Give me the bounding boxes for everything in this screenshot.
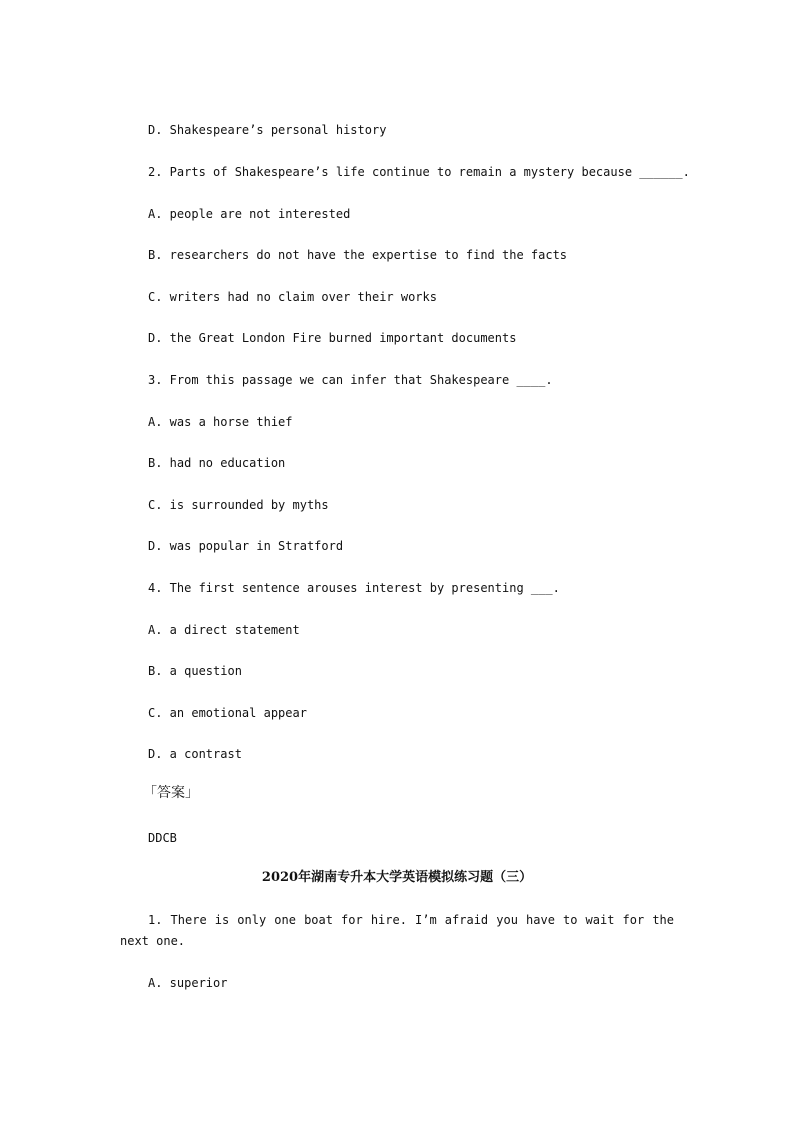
q4-option-a: A. a direct statement	[148, 623, 300, 637]
section-title: 2020年湖南专升本大学英语模拟练习题（三）	[261, 870, 533, 885]
q2-option-d: D. the Great London Fire burned important documents	[148, 331, 517, 345]
q3-option-d: D. was popular in Stratford	[148, 539, 344, 553]
answer-value: DDCB	[148, 831, 177, 845]
q3-stem: 3. From this passage we can infer that Shakespeare ____.	[148, 373, 553, 387]
q4-option-c: C. an emotional appear	[148, 706, 307, 720]
answer-label: 「答案」	[143, 785, 199, 801]
s2-q1-stem: 1. There is only one boat for hire. I’m afraid you have to wait for the next one.	[120, 913, 674, 948]
q3-option-c: C. is surrounded by myths	[148, 498, 329, 512]
s2-q1-option-a: A. superior	[148, 976, 228, 990]
q2-option-a: A. people are not interested	[148, 207, 351, 221]
q3-option-b: B. had no education	[148, 456, 286, 470]
q2-stem: 2. Parts of Shakespeare’s life continue to remain a mystery because ______.	[148, 165, 690, 179]
q3-option-a: A. was a horse thief	[148, 415, 293, 429]
q2-option-c: C. writers had no claim over their works	[148, 290, 437, 304]
q4-option-d: D. a contrast	[148, 747, 242, 761]
q2-option-b: B. researchers do not have the expertise to find the facts	[148, 248, 568, 262]
q1-option-d: D. Shakespeare’s personal history	[148, 123, 387, 137]
q4-option-b: B. a question	[148, 664, 242, 678]
q4-stem: 4. The first sentence arouses interest by presenting ___.	[148, 581, 560, 595]
